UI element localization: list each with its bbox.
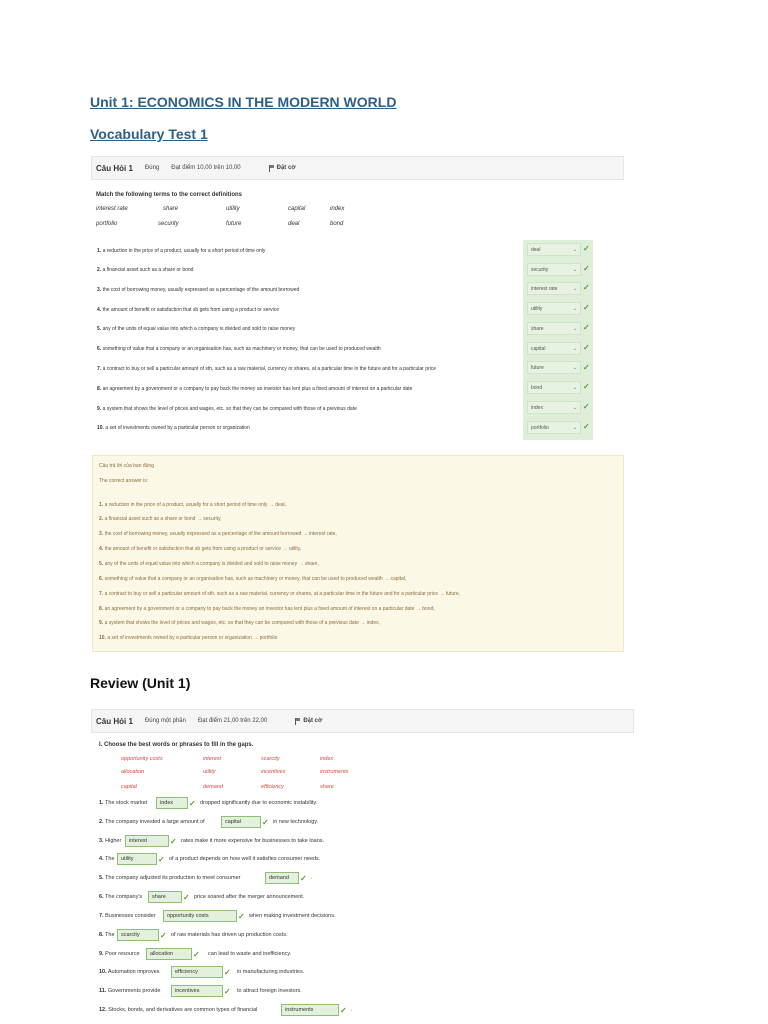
term-incentives: incentives bbox=[261, 769, 286, 775]
gap-answer-input[interactable]: incentives bbox=[171, 985, 223, 997]
answer-select[interactable]: portfolio ⌄ bbox=[527, 421, 581, 434]
answer-select[interactable]: interest rate ⌄ bbox=[527, 282, 581, 295]
answer-select[interactable]: capital ⌄ bbox=[527, 342, 581, 355]
chevron-down-icon: ⌄ bbox=[572, 306, 577, 312]
check-icon: ✓ bbox=[238, 912, 245, 921]
term-demand: demand bbox=[203, 784, 223, 790]
gap-sentence-end: of a product depends on how well it satisfies consumer needs. bbox=[169, 856, 321, 862]
term-future: future bbox=[226, 221, 242, 227]
feedback-line: 3. the cost of borrowing money, usually expressed as a percentage of the amount borrowed → interest rate, bbox=[99, 531, 337, 537]
gap-answer-input[interactable]: index bbox=[156, 797, 188, 809]
feedback-line: 1. a reduction in the price of a product, usually for a short period of time only → deal, bbox=[99, 502, 287, 508]
term-allocation: allocation bbox=[121, 769, 145, 775]
definition-row: 7. a contract to buy or sell a particular amount of sth, such as a raw material, currency or shares, at a particular time in the future and for a particular price bbox=[97, 366, 437, 372]
check-icon: ✓ bbox=[583, 402, 590, 411]
gap-answer-input[interactable]: scarcity bbox=[117, 929, 159, 941]
check-icon: ✓ bbox=[583, 323, 590, 332]
gap-sentence: 7. Businesses consider bbox=[99, 913, 156, 919]
answer-select[interactable]: security ⌄ bbox=[527, 263, 581, 276]
term-utility: utility bbox=[226, 206, 240, 212]
feedback-status: Câu trả lời của bạn đúng bbox=[99, 463, 154, 469]
term-efficiency: efficiency bbox=[261, 784, 284, 790]
check-icon: ✓ bbox=[583, 382, 590, 391]
vocab-test-title[interactable]: Vocabulary Test 1 bbox=[90, 126, 208, 142]
question-number: Câu Hỏi 1 bbox=[96, 716, 133, 726]
flag-icon bbox=[269, 165, 275, 172]
gap-answer-input[interactable]: allocation bbox=[146, 948, 192, 960]
gap-sentence-end: . bbox=[351, 1007, 353, 1013]
definition-row: 4. the amount of benefit or satisfaction that sb gets from using a product or service bbox=[97, 307, 280, 313]
gap-sentence: 8. The bbox=[99, 932, 115, 938]
question-status: Đúng bbox=[144, 165, 160, 171]
gap-answer-input[interactable]: efficiency bbox=[171, 966, 223, 978]
gap-sentence: 12. Stocks, bonds, and derivatives are common types of financial bbox=[99, 1007, 258, 1013]
check-icon: ✓ bbox=[158, 855, 165, 864]
review-title: Review (Unit 1) bbox=[90, 675, 191, 691]
feedback-line: 4. the amount of benefit or satisfaction that sb gets from using a product or service → utility, bbox=[99, 546, 302, 552]
check-icon: ✓ bbox=[583, 422, 590, 431]
flag-question-button[interactable] bbox=[269, 165, 296, 172]
definition-row: 6. something of value that a company or an organisation has, such as machinery or money, that can be used to produced wealth bbox=[97, 346, 381, 352]
chevron-down-icon: ⌄ bbox=[572, 267, 577, 273]
definition-row: 9. a system that shows the level of prices and wages, etc. so that they can be compared with those of a previous date bbox=[97, 406, 357, 412]
definition-row: 10. a set of investments owned by a particular person or organization bbox=[97, 425, 250, 431]
definition-row: 8. an agreement by a government or a company to pay back the money an investor has lent plus a fixed amount of interest on a particular date bbox=[97, 386, 413, 392]
check-icon: ✓ bbox=[170, 837, 177, 846]
vocab-question-header bbox=[91, 156, 624, 180]
feedback-intro: The correct answer is: bbox=[99, 478, 149, 484]
term-scarcity: scarcity bbox=[261, 756, 280, 762]
unit-title[interactable]: Unit 1: ECONOMICS IN THE MODERN WORLD bbox=[90, 94, 397, 110]
term-utility: utility bbox=[203, 769, 216, 775]
check-icon: ✓ bbox=[583, 343, 590, 352]
vocab-instruction: Match the following terms to the correct definitions bbox=[96, 192, 243, 198]
chevron-down-icon: ⌄ bbox=[572, 286, 577, 292]
feedback-line: 7. a contract to buy or sell a particular amount of sth, such as a raw material, currency or shares, at a particular time in the future and for a particular price → future, bbox=[99, 591, 461, 597]
gap-sentence: 3. Higher bbox=[99, 838, 122, 844]
gap-sentence-end: rates make it more expensive for businesses to take loans. bbox=[181, 838, 325, 844]
term-portfolio: portfolio bbox=[96, 221, 118, 227]
flag-icon bbox=[295, 718, 301, 725]
check-icon: ✓ bbox=[340, 1006, 347, 1015]
check-icon: ✓ bbox=[183, 893, 190, 902]
review-question-header bbox=[91, 709, 634, 733]
definition-row: 5. any of the units of equal value into which a company is divided and sold to raise money bbox=[97, 326, 296, 332]
gap-answer-input[interactable]: interest bbox=[125, 835, 169, 847]
gap-sentence: 6. The company's bbox=[99, 894, 143, 900]
gap-sentence: 2. The company invested a large amount of bbox=[99, 819, 205, 825]
feedback-line: 8. an agreement by a government or a company to pay back the money an investor has lent plus a fixed amount of interest on a particular date → bond, bbox=[99, 606, 435, 612]
chevron-down-icon: ⌄ bbox=[572, 247, 577, 253]
term-index: index bbox=[330, 206, 345, 212]
answer-select[interactable]: future ⌄ bbox=[527, 361, 581, 374]
gap-answer-input[interactable]: opportunity costs bbox=[163, 910, 237, 922]
gap-sentence-end: dropped significantly due to economic instability. bbox=[200, 800, 318, 806]
flag-label: Đặt cờ bbox=[303, 718, 323, 724]
feedback-line: 5. any of the units of equal value into which a company is divided and sold to raise money → share, bbox=[99, 561, 319, 567]
term-deal: deal bbox=[288, 221, 300, 227]
question-status: Đúng một phần bbox=[144, 718, 186, 724]
term-interest-rate: interest rate bbox=[96, 206, 128, 212]
gap-sentence: 5. The company adjusted its production to meet consumer bbox=[99, 875, 241, 881]
term-bond: bond bbox=[330, 221, 344, 227]
chevron-down-icon: ⌄ bbox=[572, 385, 577, 391]
feedback-line: 9. a system that shows the level of prices and wages, etc. so that they can be compared with those of a previous date → index, bbox=[99, 620, 380, 626]
check-icon: ✓ bbox=[583, 363, 590, 372]
feedback-line: 6. something of value that a company or an organisation has, such as machinery or money, that can be used to produced wealth → capital, bbox=[99, 576, 407, 582]
feedback-line: 10. a set of investments owned by a particular person or organization → portfolio bbox=[99, 635, 278, 641]
definition-row: 3. the cost of borrowing money, usually expressed as a percentage of the amount borrowed bbox=[97, 287, 300, 293]
definition-row: 1. a reduction in the price of a product, usually for a short period of time only bbox=[97, 248, 266, 254]
chevron-down-icon: ⌄ bbox=[572, 326, 577, 332]
definition-row: 2. a financial asset such as a share or bond bbox=[97, 267, 194, 273]
gap-sentence: 4. The bbox=[99, 856, 115, 862]
check-icon: ✓ bbox=[189, 799, 196, 808]
question-number: Câu Hỏi 1 bbox=[96, 163, 133, 173]
check-icon: ✓ bbox=[193, 950, 200, 959]
gap-sentence: 9. Poor resource bbox=[99, 951, 140, 957]
chevron-down-icon: ⌄ bbox=[572, 346, 577, 352]
gap-sentence-end: price soared after the merger announcement. bbox=[194, 894, 305, 900]
term-share: share bbox=[163, 206, 179, 212]
gap-sentence: 10. Automation improves bbox=[99, 969, 160, 975]
answer-select[interactable]: bond ⌄ bbox=[527, 381, 581, 394]
gap-sentence: 11. Governments provide bbox=[99, 988, 161, 994]
gap-sentence-end: to attract foreign investors. bbox=[237, 988, 302, 994]
check-icon: ✓ bbox=[583, 303, 590, 312]
gap-sentence-end: can lead to waste and inefficiency. bbox=[208, 951, 292, 957]
gap-answer-input[interactable]: utility bbox=[117, 853, 157, 865]
check-icon: ✓ bbox=[300, 874, 307, 883]
gap-sentence-end: . bbox=[311, 875, 313, 881]
gap-sentence-end: in new technology. bbox=[273, 819, 319, 825]
gap-sentence-end: of raw materials has driven up production costs. bbox=[171, 932, 288, 938]
term-instruments: instruments bbox=[320, 769, 349, 775]
term-capital: capital bbox=[288, 206, 306, 212]
answer-select[interactable]: deal ⌄ bbox=[527, 243, 581, 256]
question-score: Đạt điểm 10,00 trên 10,00 bbox=[171, 165, 241, 171]
gap-sentence-end: in manufacturing industries. bbox=[237, 969, 305, 975]
chevron-down-icon: ⌄ bbox=[572, 425, 577, 431]
check-icon: ✓ bbox=[224, 968, 231, 977]
term-share: share bbox=[320, 784, 334, 790]
gap-answer-input[interactable]: instruments bbox=[281, 1004, 339, 1016]
term-capital: capital bbox=[121, 784, 137, 790]
term-security: security bbox=[158, 221, 179, 227]
check-icon: ✓ bbox=[262, 818, 269, 827]
answer-select[interactable]: index ⌄ bbox=[527, 401, 581, 414]
gap-sentence-end: when making investment decisions. bbox=[249, 913, 336, 919]
flag-question-button[interactable] bbox=[295, 718, 322, 725]
flag-label: Đặt cờ bbox=[276, 165, 296, 171]
chevron-down-icon: ⌄ bbox=[572, 405, 577, 411]
check-icon: ✓ bbox=[160, 931, 167, 940]
check-icon: ✓ bbox=[583, 264, 590, 273]
term-index: index bbox=[320, 756, 334, 762]
feedback-line: 2. a financial asset such as a share or bond → security, bbox=[99, 516, 222, 522]
term-opportunity-costs: opportunity costs bbox=[121, 756, 163, 762]
review-instruction: I. Choose the best words or phrases to fill in the gaps. bbox=[99, 742, 254, 748]
gap-answer-input[interactable]: demand bbox=[265, 872, 299, 884]
answer-select[interactable]: utility ⌄ bbox=[527, 302, 581, 315]
gap-answer-input[interactable]: capital bbox=[221, 816, 261, 828]
question-score: Đạt điểm 21,00 trên 22,00 bbox=[197, 718, 268, 724]
chevron-down-icon: ⌄ bbox=[572, 365, 577, 371]
answer-select[interactable]: share ⌄ bbox=[527, 322, 581, 335]
gap-answer-input[interactable]: share bbox=[148, 891, 182, 903]
check-icon: ✓ bbox=[224, 987, 231, 996]
check-icon: ✓ bbox=[583, 244, 590, 253]
term-interest: interest bbox=[203, 756, 222, 762]
check-icon: ✓ bbox=[583, 283, 590, 292]
gap-sentence: 1. The stock market bbox=[99, 800, 148, 806]
